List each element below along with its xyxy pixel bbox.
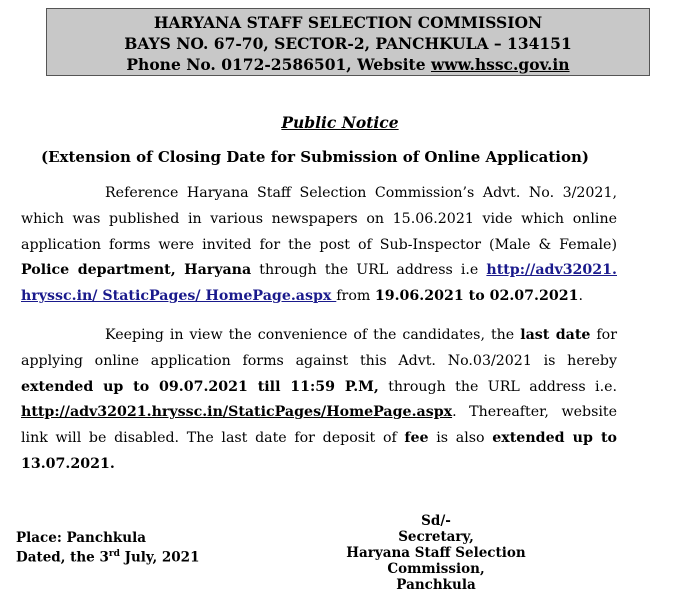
text: through the URL address i.e [251, 262, 487, 279]
text: Reference Haryana Staff Selection Commission’s Advt. No. 3/2021, which was published in various newspapers on 15.06.2021 vide which online application forms were invited for the post of Sub-Inspector (Male & Female) [21, 185, 617, 253]
bold-text: last date [520, 327, 591, 343]
text: through the URL address i.e. [378, 378, 617, 395]
website-link[interactable]: www.hssc.gov.in [430, 55, 570, 74]
bold-text: fee [404, 430, 429, 447]
place-date-block [16, 530, 199, 566]
signature: Sd/- [421, 513, 451, 529]
signature-block [300, 513, 572, 593]
paragraph-1 [21, 181, 617, 310]
notice-title: Public Notice [281, 113, 399, 132]
text: is also [428, 430, 493, 447]
text: . [578, 288, 583, 305]
org-address: BAYS NO. 67-70, SECTOR-2, PANCHKULA – 134151 [124, 34, 572, 53]
place: Place: Panchkula [16, 530, 146, 546]
dated-text: July, 2021 [119, 549, 200, 566]
text: . Thereafter, website link will be disabled. The last date for deposit of [21, 404, 617, 447]
text: Keeping in view the convenience of the candidates, the [105, 327, 521, 343]
application-url-link[interactable]: http://adv32021. hryssc.in/ StaticPages/ HomePage.aspx [21, 262, 617, 305]
fee-date: extended up to 13.07.2021. [21, 430, 617, 472]
designation: Secretary, [398, 529, 474, 545]
dated-text: Dated, the 3 [16, 549, 109, 566]
bold-text: Police department, Haryana [21, 262, 252, 279]
extended-date: extended up to 09.07.2021 till 11:59 P.M, [21, 378, 379, 395]
text: for applying online application forms against this Advt. No.03/2021 is hereby [21, 327, 617, 369]
application-url-link-2[interactable]: http://adv32021.hryssc.in/StaticPages/HomePage.aspx [21, 404, 453, 421]
notice-subtitle: (Extension of Closing Date for Submission of Online Application) [41, 148, 589, 166]
paragraph-2 [21, 323, 617, 478]
date-range: 19.06.2021 to 02.07.2021 [374, 288, 579, 305]
org-contact [47, 54, 649, 75]
dated-sup: rd [108, 549, 120, 559]
signatory-city: Panchkula [396, 577, 476, 593]
contact-text: Phone No. 0172-2586501, Website [126, 55, 431, 74]
letterhead [46, 8, 650, 76]
text: from [336, 288, 375, 305]
dated [16, 546, 199, 566]
org-name: HARYANA STAFF SELECTION COMMISSION [153, 13, 543, 32]
signatory-org: Haryana Staff Selection Commission, [346, 545, 526, 577]
